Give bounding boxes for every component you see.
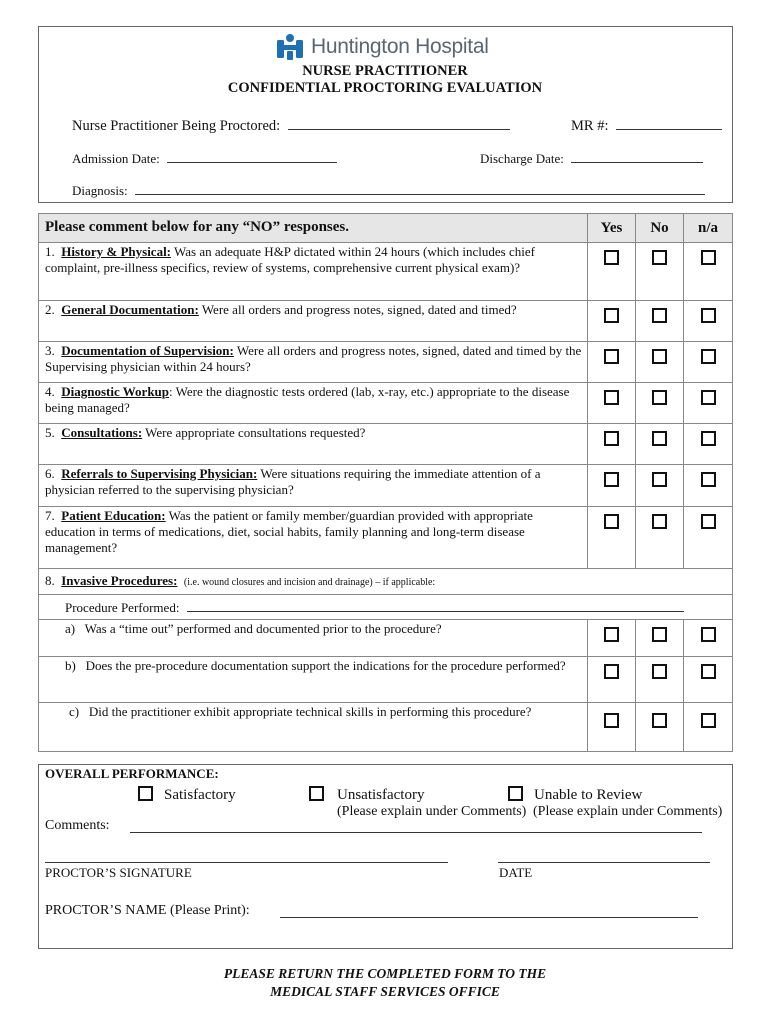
question-row-7 <box>39 507 733 569</box>
no-checkbox[interactable] <box>652 390 667 405</box>
question-text: 3. Documentation of Supervision: Were all orders and progress notes, signed, dated and timed by the Supervising physician within 24 hours? <box>39 342 588 383</box>
hospital-logo-icon <box>275 32 305 62</box>
yes-checkbox[interactable] <box>604 349 619 364</box>
signature-label: PROCTOR’S SIGNATURE <box>45 865 192 880</box>
question-text: 1. History & Physical: Was an adequate H&P dictated within 24 hours (which includes chief complaint, pre-illness specifics, review of systems, comprehensive current physical exam)? <box>39 243 588 301</box>
admission-label: Admission Date: <box>72 151 160 166</box>
question-text: 5. Consultations: Were appropriate consultations requested? <box>39 424 588 465</box>
yes-checkbox[interactable] <box>604 390 619 405</box>
np-input-line[interactable] <box>288 117 510 130</box>
procedure-row-c <box>39 703 733 752</box>
na-checkbox[interactable] <box>701 472 716 487</box>
discharge-field[interactable] <box>480 150 703 167</box>
yes-checkbox[interactable] <box>604 713 619 728</box>
na-checkbox[interactable] <box>701 431 716 446</box>
form-title-line2: CONFIDENTIAL PROCTORING EVALUATION <box>227 80 543 96</box>
na-checkbox[interactable] <box>701 390 716 405</box>
diagnosis-input-line[interactable] <box>135 182 705 195</box>
yes-checkbox[interactable] <box>604 472 619 487</box>
no-checkbox[interactable] <box>652 308 667 323</box>
question-row-2 <box>39 301 733 342</box>
yes-checkbox[interactable] <box>604 627 619 642</box>
footer-line1: PLEASE RETURN THE COMPLETED FORM TO THE <box>223 966 547 981</box>
na-checkbox[interactable] <box>701 713 716 728</box>
procedure-input-line[interactable] <box>187 599 684 612</box>
question-text: 7. Patient Education: Was the patient or family member/guardian provided with appropriate education in terms of medications, diet, social habits, family planning and long-term disease management? <box>39 507 588 569</box>
proctor-name-label: PROCTOR’S NAME (Please Print): <box>45 903 250 918</box>
mr-input-line[interactable] <box>616 117 722 130</box>
na-checkbox[interactable] <box>701 308 716 323</box>
no-checkbox[interactable] <box>652 664 667 679</box>
np-label: Nurse Practitioner Being Proctored: <box>72 118 281 134</box>
question-title: Consultations: <box>61 425 143 440</box>
no-checkbox[interactable] <box>652 472 667 487</box>
satisfactory-label: Satisfactory <box>164 787 236 803</box>
na-checkbox[interactable] <box>701 664 716 679</box>
admission-field[interactable] <box>72 150 337 167</box>
question-text: b) Does the pre-procedure documentation support the indications for the procedure performed? <box>39 657 588 703</box>
question-title: Invasive Procedures: <box>61 573 178 588</box>
signature-input-line[interactable] <box>45 862 448 863</box>
question-title: General Documentation: <box>61 302 199 317</box>
admission-input-line[interactable] <box>167 150 337 163</box>
date-input-line[interactable] <box>498 862 710 863</box>
col-yes: Yes <box>588 214 636 243</box>
yes-checkbox[interactable] <box>604 308 619 323</box>
procedure-field[interactable] <box>39 595 733 620</box>
question-row-8 <box>39 569 733 595</box>
unsatisfactory-label: Unsatisfactory <box>337 787 425 803</box>
unsatisfactory-note: (Please explain under Comments) <box>337 804 527 819</box>
question-title: History & Physical: <box>61 244 172 259</box>
question-row-4 <box>39 383 733 424</box>
question-row-5 <box>39 424 733 465</box>
no-checkbox[interactable] <box>652 514 667 529</box>
unable-to-review-label: Unable to Review <box>534 787 643 803</box>
na-checkbox[interactable] <box>701 627 716 642</box>
form-title-line1: NURSE PRACTITIONER <box>302 63 468 79</box>
procedure-row <box>39 595 733 620</box>
question-title: Patient Education: <box>61 508 166 523</box>
discharge-label: Discharge Date: <box>480 151 564 166</box>
footer-line2: MEDICAL STAFF SERVICES OFFICE <box>270 984 500 999</box>
question-text: c) Did the practitioner exhibit appropriate technical skills in performing this procedure? <box>39 703 588 752</box>
procedure-row-a <box>39 620 733 657</box>
question-row-6 <box>39 465 733 507</box>
yes-checkbox[interactable] <box>604 431 619 446</box>
diagnosis-field[interactable] <box>72 182 705 199</box>
question-note: (i.e. wound closures and incision and drainage) – if applicable: <box>183 577 436 588</box>
unable-to-review-note: (Please explain under Comments) <box>533 804 723 819</box>
question-text: 6. Referrals to Supervising Physician: Were situations requiring the immediate attention of a physician referred to the supervising physician? <box>39 465 588 507</box>
evaluation-table <box>38 213 733 752</box>
hospital-logo <box>275 31 489 63</box>
question-text: 8. Invasive Procedures: (i.e. wound closures and incision and drainage) – if applicable: <box>39 569 733 595</box>
yes-checkbox[interactable] <box>604 664 619 679</box>
no-checkbox[interactable] <box>652 250 667 265</box>
proctor-name-input-line[interactable] <box>280 917 698 918</box>
procedure-label: Procedure Performed: <box>65 600 180 615</box>
question-title: Referrals to Supervising Physician: <box>61 466 258 481</box>
overall-heading: OVERALL PERFORMANCE: <box>45 766 219 781</box>
mr-label: MR #: <box>571 118 609 134</box>
no-checkbox[interactable] <box>652 627 667 642</box>
no-checkbox[interactable] <box>652 431 667 446</box>
yes-checkbox[interactable] <box>604 250 619 265</box>
no-checkbox[interactable] <box>652 713 667 728</box>
comments-input-line[interactable] <box>130 832 702 833</box>
col-no: No <box>636 214 684 243</box>
na-checkbox[interactable] <box>701 349 716 364</box>
hospital-logo-text: Huntington Hospital <box>311 35 489 58</box>
unsatisfactory-checkbox[interactable] <box>309 786 324 801</box>
unable-to-review-checkbox[interactable] <box>508 786 523 801</box>
na-checkbox[interactable] <box>701 250 716 265</box>
na-checkbox[interactable] <box>701 514 716 529</box>
question-title: Diagnostic Workup <box>61 384 170 399</box>
mr-field[interactable] <box>571 117 722 135</box>
diagnosis-label: Diagnosis: <box>72 183 128 198</box>
date-label: DATE <box>499 865 533 880</box>
np-field[interactable] <box>72 117 510 135</box>
satisfactory-checkbox[interactable] <box>138 786 153 801</box>
no-checkbox[interactable] <box>652 349 667 364</box>
question-text: a) Was a “time out” performed and documented prior to the procedure? <box>39 620 588 657</box>
question-row-1 <box>39 243 733 301</box>
discharge-input-line[interactable] <box>571 150 703 163</box>
procedure-row-b <box>39 657 733 703</box>
instruction-text: Please comment below for any “NO” responses. <box>39 214 588 243</box>
table-header-row <box>39 214 733 243</box>
question-row-3 <box>39 342 733 383</box>
col-na: n/a <box>684 214 733 243</box>
question-text: 4. Diagnostic Workup: Were the diagnostic tests ordered (lab, x-ray, etc.) appropriate to the disease being managed? <box>39 383 588 424</box>
comments-label: Comments: <box>45 818 110 833</box>
question-title: Documentation of Supervision: <box>61 343 234 358</box>
yes-checkbox[interactable] <box>604 514 619 529</box>
question-text: 2. General Documentation: Were all orders and progress notes, signed, dated and timed? <box>39 301 588 342</box>
